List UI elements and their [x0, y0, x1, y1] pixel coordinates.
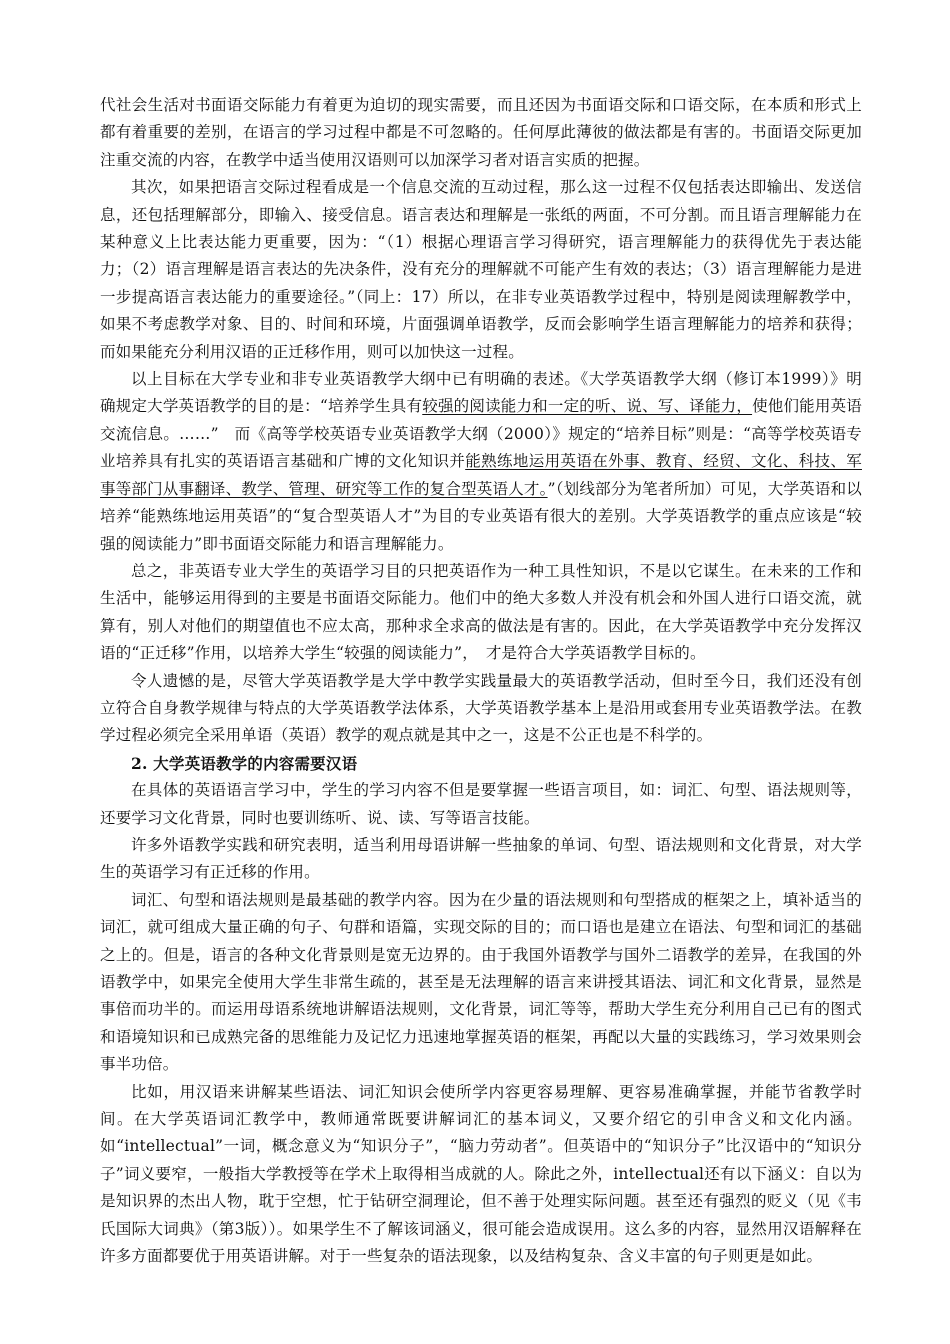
paragraph-second-point: 其次，如果把语言交际过程看成是一个信息交流的互动过程，那么这一过程不仅包括表达即输出、发送信息，还包括理解部分，即输入、接受信息。语言表达和理解是一张纸的两面，不可分割。而且语言理解能力在某种意义上比表达能力更重要，因为：“（1）根据心理语言学习得研究，语言理解能力的获得优先于表达能力；（2）语言理解是语言表达的先决条件，没有充分的理解就不可能产生有效的表达；（3）语言理解能力是进一步提高语言表达能力的重要途径。”（同上：17）所以，在非专业英语教学过程中，特别是阅读理解教学中，如果不考虑教学对象、目的、时间和环境，片面强调单语教学，反而会影响学生语言理解能力的培养和获得；而如果能充分利用汉语的正迁移作用，则可以加快这一过程。 [100, 178, 862, 361]
paragraph-example: 比如，用汉语来讲解某些语法、词汇知识会使所学内容更容易理解、更容易准确掌握，并能节省教学时间。在大学英语词汇教学中，教师通常既要讲解词汇的基本词义，又要介绍它的引申含义和文化内涵。如“intellectual”一词，概念意义为“知识分子”，“脑力劳动者”。但英语中的“知识分子”比汉语中的“知识分子”词义要窄，一般指大学教授等在学术上取得相当成就的人。除此之外，intellectual还有以下涵义：自以为是知识界的杰出人物，耽于空想，忙于钻研空洞理论，但不善于处理实际问题。甚至还有强烈的贬义（见《韦氏国际大词典》（第3版））。如果学生不了解该词涵义，很可能会造成误用。这么多的内容，显然用汉语解释在许多方面都要优于用英语讲解。对于一些复杂的语法现象，以及结构复杂、含义丰富的句子则更是如此。 [100, 1082, 862, 1266]
syllabus-text-c: ”（划线部分为笔者所加）可见，大学英语和以培养“能熟练地运用英语”的“复合型英语人才”为目的专业英语有很大的差别。大学英语教学的重点应该是“较强的阅读能力”即书面语交际能力和语言理解能力。 [100, 479, 862, 553]
syllabus-text-b: 使他们能用英语交流信息。……” 而《高等学校英语专业英语教学大纲（2000）》规定的“培养目标”则是：“高等学校英语专业培养具有扎实的英语语言基础和广博的文化知识并 [100, 397, 862, 471]
underlined-phrase-2: 能熟练地运用英语在外事、教育、经贸、文化、科技、军事等部门从事翻译、教学、管理、研究等工作的复合型英语人才。 [100, 452, 862, 498]
paragraph-summary: 总之，非英语专业大学生的英语学习目的只把英语作为一种工具性知识，不是以它谋生。在未来的工作和生活中，能够运用得到的主要是书面语交际能力。他们中的绝大多数人并没有机会和外国人进行口语交流，就算有，别人对他们的期望值也不应太高，那种求全求高的做法是有害的。因此，在大学英语教学中充分发挥汉语的“正迁移”作用，以培养大学生“较强的阅读能力”， 才是符合大学英语教学目标的。 [100, 561, 862, 663]
paragraph-content-intro: 在具体的英语语言学习中，学生的学习内容不但是要掌握一些语言项目，如：词汇、句型、语法规则等，还要学习文化背景，同时也要训练听、说、读、写等语言技能。 [100, 781, 862, 827]
underlined-phrase-1: 较强的阅读能力和一定的听、说、写、译能力， [422, 397, 753, 416]
paragraph-vocabulary: 词汇、句型和语法规则是最基础的教学内容。因为在少量的语法规则和句型搭成的框架之上，填补适当的词汇，就可组成大量正确的句子、句群和语篇，实现交际的目的；而口语也是建立在语法、句型和词汇的基础之上的。但是，语言的各种文化背景则是宽无边界的。由于我国外语教学与国外二语教学的差异，在我国的外语教学中，如果完全使用大学生非常生疏的，甚至是无法理解的语言来讲授其语法、词汇和文化背景，显然是事倍而功半的。而运用母语系统地讲解语法规则，文化背景，词汇等等，帮助大学生充分利用自己已有的图式和语境知识和已成熟完备的思维能力及记忆力迅速地掌握英语的框架，再配以大量的实践练习，学习效果则会事半功倍。 [100, 890, 862, 1074]
paragraph-continued: 代社会生活对书面语交际能力有着更为迫切的现实需要，而且还因为书面语交际和口语交际，在本质和形式上都有着重要的差别，在语言的学习过程中都是不可忽略的。任何厚此薄彼的做法都是有害的。书面语交际更加注重交流的内容，在教学中适当使用汉语则可以加深学习者对语言实质的把握。 [100, 96, 862, 169]
section-heading: 2. 大学英语教学的内容需要汉语 [131, 753, 358, 773]
paragraph-regret: 令人遗憾的是，尽管大学英语教学是大学中教学实践量最大的英语教学活动，但时至今日，我们还没有创立符合自身教学规律与特点的大学英语教学法体系，大学英语教学基本上是沿用或套用专业英语教学法。在教学过程必须完全采用单语（英语）教学的观点就是其中之一，这是不公正也是不科学的。 [100, 671, 862, 745]
syllabus-text-a: 以上目标在大学专业和非专业英语教学大纲中已有明确的表述。《大学英语教学大纲（修订本1999）》明确规定大学英语教学的目的是：“培养学生具有 [100, 370, 862, 416]
document-body [100, 92, 862, 1270]
paragraph-research: 许多外语教学实践和研究表明，适当利用母语讲解一些抽象的单词、句型、语法规则和文化背景，对大学生的英语学习有正迁移的作用。 [100, 835, 862, 882]
paragraph-syllabus-goals [100, 366, 862, 558]
